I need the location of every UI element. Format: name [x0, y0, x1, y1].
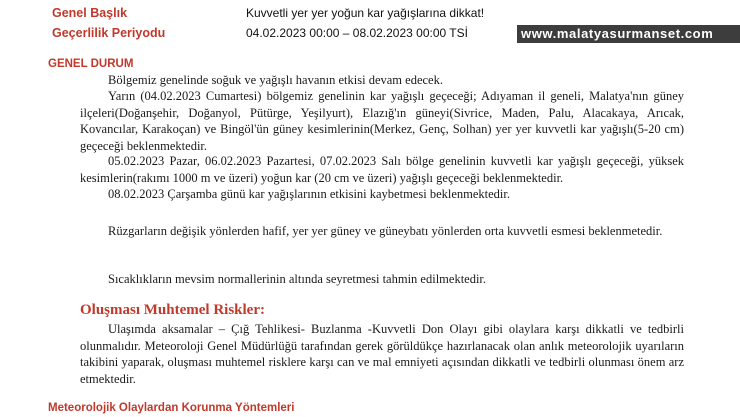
- general-paragraph-6: Sıcaklıkların mevsim normallerinin altında seyretmesi tahmin edilmektedir.: [108, 272, 487, 286]
- header-validity-value: 04.02.2023 00:00 – 08.02.2023 00:00 TSİ: [246, 26, 468, 40]
- general-paragraph-4: 08.02.2023 Çarşamba günü kar yağışlarının etkisini kaybetmesi beklenmektedir.: [108, 187, 510, 201]
- risks-paragraph: Ulaşımda aksamalar – Çığ Tehlikesi- Buzlanma -Kuvvetli Don Olayı gibi olaylara karşı dikkatli ve tedbirli olunmalıdır. Meteoroloji Genel Müdürlüğü tarafından gerek görüldükçe hazırlanacak olan anlık meteorolojik uyarıların takibini yaparak, oluşması muhtemel risklere karşı can ve mal emniyeti açısından dikkatli ve tedbirli olunması önem arz etmektedir.: [80, 322, 684, 386]
- header-title-value: Kuvvetli yer yer yoğun kar yağışlarına dikkat!: [246, 6, 485, 20]
- general-section-title: GENEL DURUM: [48, 58, 134, 70]
- general-paragraph-2: Yarın (04.02.2023 Cumartesi) bölgemiz genelinin kar yağışlı geçeceği; Adıyaman il geneli, Malatya'nın güney ilçeleri(Doğanşehir, Doğanyol, Pütürge, Yeşilyurt), Elazığ'ın güneyi(Sivrice, Maden, Palu, Alacakaya, Arıcak, Kovancılar, Karakoçan) ve Bingöl'ün güney kesimlerinin(Merkez, Genç, Solhan) yer yer kuvvetli kar yağışlı(5-20 cm) geçeceği beklenmektedir.: [80, 89, 684, 153]
- general-paragraph-5: Rüzgarların değişik yönlerden hafif, yer yer güney ve güneybatı yönlerden orta kuvvetli esmesi beklenmetedir.: [108, 224, 663, 238]
- watermark-banner: www.malatyasurmanset.com: [517, 25, 740, 43]
- general-paragraph-3: 05.02.2023 Pazar, 06.02.2023 Pazartesi, 07.02.2023 Salı bölge genelinin kuvvetli kar yağışlı geçeceği, yüksek kesimlerin(rakımı 1000 m ve üzeri) yoğun kar (20 cm ve üzeri) yağışlı geçeceği beklenmektedir.: [80, 154, 684, 185]
- protection-section-title: Meteorolojik Olaylardan Korunma Yöntemleri: [48, 402, 295, 414]
- risks-section-title: Oluşması Muhtemel Riskler:: [80, 302, 265, 318]
- general-paragraph-1: Bölgemiz genelinde soğuk ve yağışlı havanın etkisi devam edecek.: [108, 73, 443, 87]
- header-validity-label: Geçerlilik Periyodu: [52, 26, 166, 40]
- header-title-label: Genel Başlık: [52, 6, 128, 20]
